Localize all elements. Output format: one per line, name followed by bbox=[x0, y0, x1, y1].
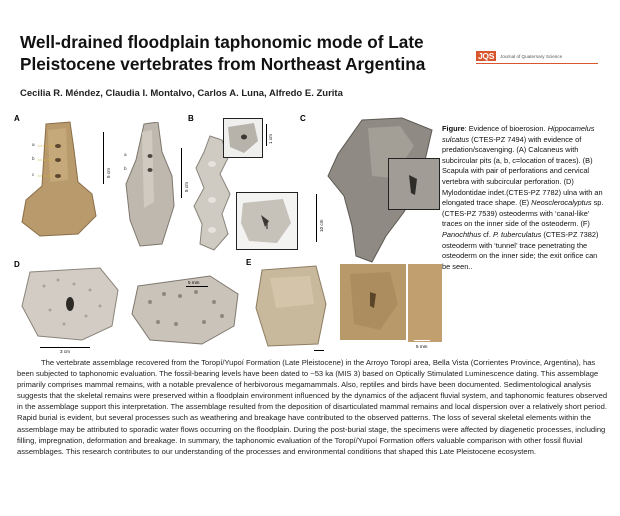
scapula-detail-inset bbox=[236, 192, 298, 250]
journal-abbreviation: JQS bbox=[478, 51, 495, 61]
ulna-detail-photo bbox=[389, 159, 439, 209]
scale-bar-b-detail bbox=[266, 124, 267, 146]
panel-label-d2: D bbox=[14, 260, 20, 269]
callout-b-b: b bbox=[124, 166, 127, 171]
bioerosion-figure bbox=[10, 108, 444, 354]
scale-label-d-detail: 5 mm bbox=[188, 280, 200, 285]
panel-label-b: B bbox=[188, 114, 194, 123]
abstract-body: The vertebrate assemblage recovered from the Toropí/Yupoí Formation (Late Pleistocene) in the Arroyo Toropí area, Bella Vista (Corrientes Province, Argentina), has been subjected to taphonomic evaluation. The fossil-bearing levels have been dated to ~53 ka (MIS 3) based on Optically Stimulated Luminescence dating. This assemblage primarily comprises mammal remains, with a notable prevalence of herbivorous megamammals. Also, reptiles and birds have been documented. Sedimentological analysis suggests that the skeletal remains were preserved within a floodplain environment influenced by the dynamics of the adjacent fluvial system, and taphonomic features observed in the assemblage support this interpretation. The assemblage resulted from the deposition of disarticulated mammal remains and local dispersion over a relatively short period. Rapid burial is evident, but several processes such as weathering and breakage have contributed to the observed patterns. The loss of several skeletal elements within the assemblage may be attributed to sporadic water flows occurring on the floodplain. During the post-burial stage, the specimens were affected by diagenetic processes, including filling, impregnation, deformation and breakage. In summary, the taphonomic evaluation of the Toropí/Yupoí Formation offers valuable comparison with other fossil fluvial assemblages. This research contributes to our understanding of the processes and environmental conditions that shaped this Late Pleistocene ecosystem. bbox=[17, 358, 608, 456]
panochthus-detail-photo bbox=[340, 264, 406, 340]
journal-name: Journal of Quaternary Science bbox=[500, 53, 563, 59]
vertebra-detail-inset bbox=[223, 118, 263, 158]
caption-species-4: P. tuberculatus bbox=[492, 229, 542, 239]
callout-a: a bbox=[32, 142, 35, 147]
scale-label-a: 5 cm bbox=[106, 168, 111, 178]
scapula-photo bbox=[122, 122, 178, 248]
scapula-detail-photo bbox=[237, 193, 297, 249]
poster-title: Well-drained floodplain taphonomic mode of Late Pleistocene vertebrates from Northeast Argentina bbox=[20, 32, 426, 74]
journal-logo[interactable] bbox=[476, 51, 562, 61]
scale-bar-b bbox=[181, 148, 182, 198]
scale-bar-d bbox=[40, 347, 90, 348]
scale-label-b-detail: 1 cm bbox=[268, 134, 273, 144]
scale-label-e: 5 mm bbox=[416, 344, 428, 349]
scale-bar-e-detail bbox=[414, 340, 430, 341]
caption-text-2: (CTES-PZ 7494) with evidence of predation/scavenging. (A) Calcaneus with subcircular pits (a, b, c=location of traces). (B) Scapula with pair of perforations and cervical vertebra with subcircular perforation. (D) Mylodontidae indet.(CTES-PZ 7782) ulna with an elongated trace shape. (E) bbox=[442, 134, 603, 208]
panel-label-c: C bbox=[300, 114, 306, 123]
panel-label-a: A bbox=[14, 114, 20, 123]
vertebra-detail-photo bbox=[224, 119, 262, 157]
osteoderm-photo-2 bbox=[130, 272, 242, 348]
journal-rule bbox=[476, 63, 598, 64]
scale-label-d: 3 cm bbox=[60, 349, 70, 354]
osteoderm-photo-1 bbox=[20, 266, 120, 342]
scale-label-b: 5 cm bbox=[184, 182, 189, 192]
callout-b-a: a bbox=[124, 152, 127, 157]
caption-species-1: Hippocamelus sulcatus bbox=[442, 124, 595, 144]
caption-species-2: Neosclerocalyptus bbox=[531, 198, 592, 208]
caption-text-1: : Evidence of bioerosion. bbox=[464, 124, 548, 133]
callout-b: b bbox=[32, 156, 35, 161]
ulna-detail-inset bbox=[388, 158, 440, 210]
caption-species-3: Panochthus bbox=[442, 229, 482, 239]
author-list: Cecilia R. Méndez, Claudia I. Montalvo, Carlos A. Luna, Alfredo E. Zurita bbox=[20, 88, 343, 99]
caption-text-4: cf. bbox=[481, 229, 493, 239]
panochthus-detail-photo-2 bbox=[408, 264, 442, 342]
caption-text-5: (CTES-PZ 7382) osteoderm with ‘tunnel’ trace penetrating the osteoderm on the inner side; the exit orifice can be seen.. bbox=[442, 229, 599, 271]
scale-bar-d-detail bbox=[186, 286, 208, 287]
panochthus-osteoderm-photo bbox=[254, 264, 328, 348]
caption-text-3: sp. (CTES-PZ 7539) osteoderms with ‘canal-like’ traces on the inner side of the osteoderm. (F) bbox=[442, 198, 604, 229]
scale-bar-a bbox=[103, 132, 104, 184]
calcaneus-photo bbox=[18, 120, 100, 238]
panel-label-e: E bbox=[246, 258, 252, 267]
figure-caption bbox=[442, 124, 604, 272]
scale-label-c: 10 cm bbox=[319, 219, 324, 232]
scale-bar-e bbox=[314, 350, 324, 351]
callout-c: c bbox=[32, 172, 35, 177]
caption-label: Figure bbox=[442, 124, 465, 133]
scale-bar-c bbox=[316, 194, 317, 242]
